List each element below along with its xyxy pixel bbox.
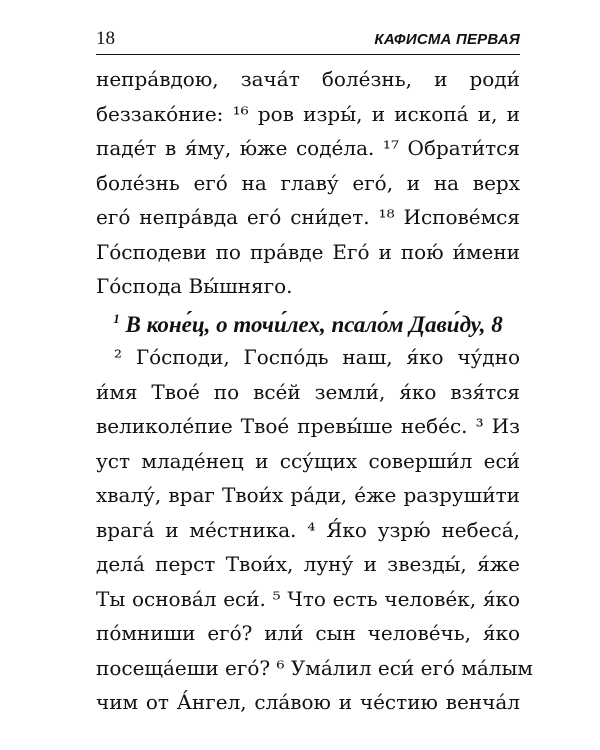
text-line: ² Го́споди, Госпо́дь наш, я́ко чу́дно	[114, 345, 520, 369]
text-line: дела́ перст Твои́х, луну́ и звезды́, я́же	[96, 552, 520, 576]
text-line: врага́ и ме́стника. ⁴ Я́ко узрю́ небеса́,	[96, 517, 520, 542]
text-line: Го́сподеви по пра́вде Его́ и пою́ и́мени	[96, 239, 520, 264]
section-title: КАФИСМА ПЕРВАЯ	[374, 31, 520, 48]
page-number: 18	[96, 28, 115, 49]
text-line: посеща́еши его́? ⁶ Ума́лил еси́ его́ ма́лым	[96, 655, 533, 680]
text-line: великоле́пие Твое́ превы́ше небе́с. ³ Из	[96, 414, 520, 438]
text-line: беззако́ние: ¹⁶ ров изры́, и ископа́ и, и	[96, 101, 520, 126]
heading-verse-number: 1	[113, 311, 120, 326]
text-line: по́мниши его́? или́ сын челове́чь, я́ко	[96, 621, 520, 645]
psalm-heading	[96, 304, 520, 340]
verse-block-psalm-8	[96, 340, 533, 720]
verse-block-psalm-7-end	[96, 62, 520, 304]
text-line: его́ непра́вда его́ сни́дет. ¹⁸ Испове́мся	[96, 205, 520, 229]
text-line: паде́т в я́му, ю́же соде́ла. ¹⁷ Обрати́тся	[96, 136, 520, 160]
text-line: чим от А́нгел, сла́вою и че́стию венча́л	[96, 690, 520, 714]
text-line: и́мя Твое́ по все́й земли́, я́ко взя́тся	[96, 379, 520, 404]
running-head	[96, 28, 520, 58]
text-line: непра́вдою, зача́т боле́знь, и роди́	[96, 67, 520, 91]
text-line: уст младе́нец и ссу́щих соверши́л еси́	[96, 448, 520, 473]
text-line: Ты основа́л еси́. ⁵ Что есть челове́к, я́ко	[96, 586, 520, 611]
heading-text: В коне́ц, о точи́лех, псало́м Дави́ду, 8	[125, 312, 503, 337]
text-line: боле́знь его́ на главу́ его́, и на верх	[96, 170, 520, 195]
text-line: хвалу́, враг Твои́х ра́ди, е́же разруши́ти	[96, 483, 520, 507]
text-line: Го́спода Вы́шняго.	[96, 274, 293, 298]
header-rule	[96, 54, 520, 55]
